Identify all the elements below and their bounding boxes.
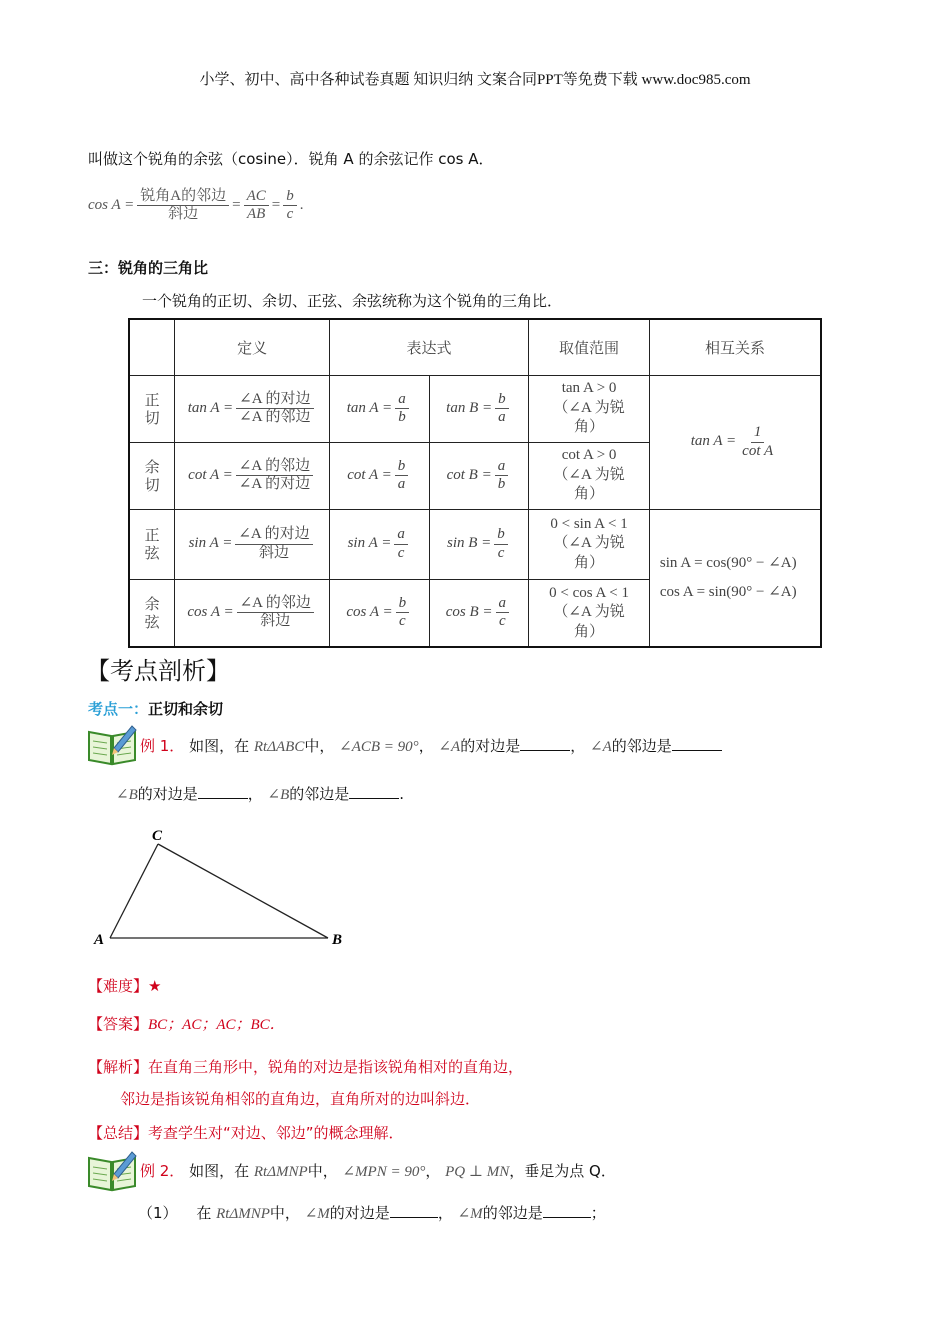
vertex-c-label: C	[152, 828, 163, 844]
range-cell: cot A > 0 （∠A 为锐 角）	[529, 442, 650, 509]
trig-ratio-table	[128, 318, 822, 648]
difficulty-label: 【难度】	[88, 977, 149, 995]
summary-text: 考查学生对“对边、邻边”的概念理解．	[148, 1124, 404, 1142]
period: .	[299, 197, 304, 214]
text: ，	[418, 737, 434, 755]
answer-blank[interactable]	[390, 1203, 438, 1218]
math: ∠ACB = 90°	[339, 739, 419, 755]
vertex-b-label: B	[332, 932, 343, 948]
text: 中，	[269, 1204, 300, 1222]
example-1-question-line2	[116, 783, 404, 804]
math: ∠B	[116, 787, 138, 803]
cos-f3-num: b	[283, 188, 297, 206]
summary-label: 【总结】	[88, 1124, 149, 1142]
point-heading	[88, 698, 223, 719]
header-definition: 定义	[175, 319, 330, 375]
eq-sign: =	[232, 197, 241, 214]
explanation-text: 在直角三角形中，锐角的对边是指该锐角相对的直角边，	[148, 1058, 524, 1076]
math: ∠M	[457, 1206, 483, 1222]
text: 的邻边是	[611, 737, 672, 755]
relation-cell-sin-cos: sin A = cos(90° − ∠A) cos A = sin(90° − ∠A)	[649, 509, 821, 647]
text: ，	[425, 1162, 441, 1180]
table-row	[129, 509, 821, 579]
range-cell: tan A > 0 （∠A 为锐 角）	[529, 375, 650, 442]
range-cell: 0 < cos A < 1 （∠A 为锐 角）	[529, 579, 650, 647]
example-label: 例 2．	[140, 1162, 185, 1180]
text: ，	[247, 785, 263, 803]
answer-blank[interactable]	[198, 784, 248, 799]
definition-cell: sin A = $\frac{\text{∠A 的对边}}{\text{斜边}}$	[175, 509, 330, 579]
math: RtΔMNP	[253, 1164, 308, 1180]
section-title: 三：锐角的三角比	[88, 259, 209, 277]
example-2-subquestion-1	[138, 1202, 606, 1223]
cosine-definition-line: 叫做这个锐角的余弦（cosine）．锐角 A 的余弦记作 cos A．	[88, 150, 494, 168]
example-2-question	[140, 1160, 616, 1181]
math: ∠M	[304, 1206, 330, 1222]
text: 的邻边是	[289, 785, 350, 803]
answer-label: 【答案】	[88, 1015, 149, 1033]
expression-cell: tan B = $\frac{b}{a}$	[429, 375, 529, 442]
cos-lhs: cos A =	[88, 197, 135, 214]
explanation-line2: 邻边是指该锐角相邻的直角边，直角所对的边叫斜边．	[120, 1090, 481, 1108]
point-title: 正切和余切	[148, 700, 224, 718]
eq-sign: =	[271, 197, 281, 214]
definition-cell: cot A = $\frac{\text{∠A 的邻边}}{\text{∠A 的对边}}$	[175, 442, 330, 509]
math: PQ ⊥ MN	[445, 1164, 510, 1180]
answer-text: BC；AC；AC；BC．	[148, 1017, 285, 1033]
expression-cell: cos A = $\frac{b}{c}$	[329, 579, 429, 647]
row-name: 余切	[129, 442, 175, 509]
example-label: 例 1．	[140, 737, 185, 755]
cos-f1-den: 斜边	[168, 206, 199, 223]
text: ，	[570, 737, 586, 755]
text: .	[399, 785, 405, 803]
expression-cell: tan A = $\frac{a}{b}$	[329, 375, 429, 442]
text: 的对边是	[329, 1204, 390, 1222]
math: ∠MPN = 90°	[342, 1164, 426, 1180]
text: 中，	[304, 737, 335, 755]
answer-blank[interactable]	[672, 736, 722, 751]
example-1-question	[140, 735, 722, 756]
answer-blank[interactable]	[520, 736, 570, 751]
row-name: 正切	[129, 375, 175, 442]
expression-cell: cot A = $\frac{b}{a}$	[329, 442, 429, 509]
header-relation: 相互关系	[649, 319, 821, 375]
analysis-title: 【考点剖析】	[86, 657, 230, 685]
text: 如图，在	[189, 1162, 250, 1180]
expression-cell: cot B = $\frac{a}{b}$	[429, 442, 529, 509]
header-expression: 表达式	[329, 319, 528, 375]
table-header-row	[129, 319, 821, 375]
cos-f1-num: 锐角A的邻边	[137, 188, 229, 206]
math: ∠B	[267, 787, 290, 803]
text: 在	[196, 1204, 212, 1222]
cos-f2-den: AB	[246, 206, 266, 223]
text: 如图，在	[189, 737, 250, 755]
header-range: 取值范围	[529, 319, 650, 375]
expression-cell: sin A = $\frac{a}{c}$	[329, 509, 429, 579]
row-name: 正弦	[129, 509, 175, 579]
cos-formula	[88, 188, 303, 224]
sub-number: （1）	[138, 1204, 178, 1222]
expression-cell: sin B = $\frac{b}{c}$	[429, 509, 529, 579]
difficulty	[88, 975, 161, 996]
text: 的对边是	[137, 785, 198, 803]
answer-blank[interactable]	[349, 784, 399, 799]
table-row	[129, 375, 821, 442]
vertex-a-label: A	[94, 932, 105, 948]
star-icon: ★	[148, 977, 162, 995]
expression-cell: cos B = $\frac{a}{c}$	[429, 579, 529, 647]
text: ，垂足为点 Q．	[509, 1162, 616, 1180]
cos-f3-den: c	[286, 206, 294, 223]
summary	[88, 1122, 404, 1143]
page-header: 小学、初中、高中各种试卷真题 知识归纳 文案合同PPT等免费下载 www.doc985.com	[199, 72, 751, 88]
math: ∠A	[590, 739, 612, 755]
definition-cell: cos A = $\frac{\text{∠A 的邻边}}{\text{斜边}}$	[175, 579, 330, 647]
math: RtΔABC	[253, 739, 305, 755]
row-name: 余弦	[129, 579, 175, 647]
answer-blank[interactable]	[543, 1203, 591, 1218]
text: ，	[437, 1204, 453, 1222]
cos-f2-num: AC	[244, 188, 269, 206]
book-pencil-icon	[86, 722, 138, 766]
side-ac	[110, 844, 158, 938]
explanation-label: 【解析】	[88, 1058, 149, 1076]
point-label: 考点一：	[88, 700, 149, 718]
relation-cell-tan-cot: tan A = $\frac{1}{\text{cot A}}$	[649, 375, 821, 509]
triangle-figure	[90, 820, 360, 955]
text: 的对边是	[460, 737, 521, 755]
header-empty	[129, 319, 175, 375]
definition-cell: tan A = $\frac{\text{∠A 的对边}}{\text{∠A 的邻边}}$	[175, 375, 330, 442]
math: ∠A	[438, 739, 461, 755]
text: 中，	[307, 1162, 338, 1180]
book-pencil-icon	[86, 1148, 138, 1192]
section-description: 一个锐角的正切、余切、正弦、余弦统称为这个锐角的三角比．	[142, 292, 563, 310]
range-cell: 0 < sin A < 1 （∠A 为锐 角）	[529, 509, 650, 579]
text: 的邻边是	[482, 1204, 543, 1222]
explanation-line1	[88, 1056, 523, 1077]
text: ；	[590, 1204, 606, 1222]
math: RtΔMNP	[216, 1206, 270, 1222]
side-cb	[158, 844, 328, 938]
answer	[88, 1013, 285, 1034]
